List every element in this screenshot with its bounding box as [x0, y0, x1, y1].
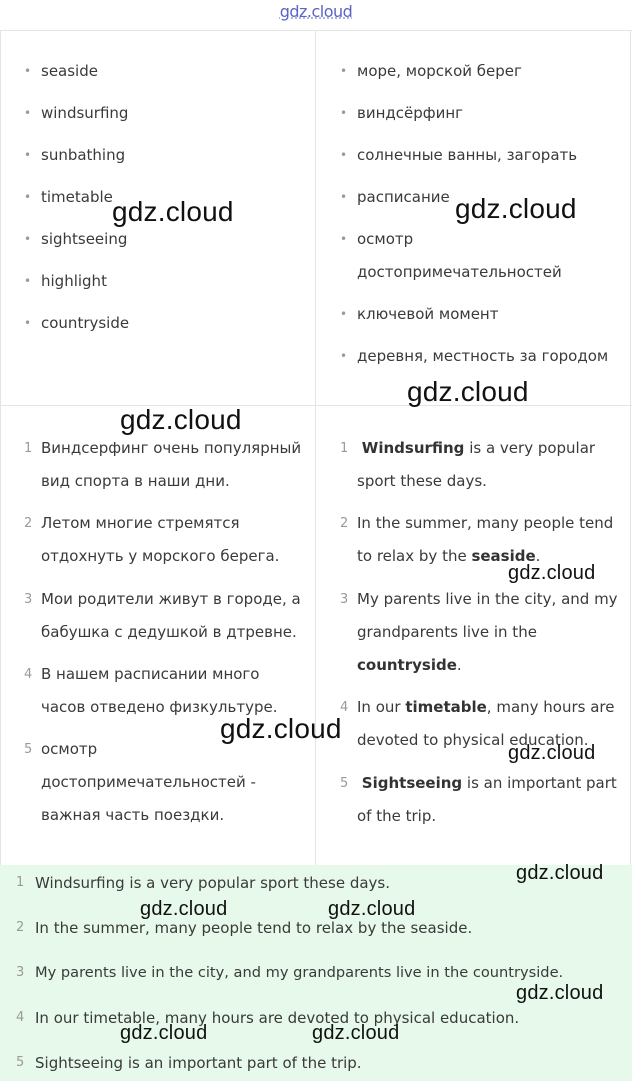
- answer-text: My parents live in the city, and my grandparents live in the countryside.: [35, 964, 564, 981]
- bullet-icon: •: [340, 232, 348, 246]
- russian-sentences-cell: [0, 406, 315, 865]
- answer-number: 5: [16, 1055, 25, 1070]
- bullet-icon: •: [24, 232, 32, 246]
- sentence-fragment: In our: [357, 698, 406, 716]
- sentence-number: 2: [340, 516, 349, 531]
- bullet-icon: •: [340, 190, 348, 204]
- bullet-icon: •: [340, 148, 348, 162]
- vocab-word: timetable: [41, 188, 113, 206]
- sentence-fragment: .: [456, 656, 462, 674]
- bullet-icon: •: [340, 106, 348, 120]
- sentence-text: grandparents live in the: [357, 623, 537, 641]
- sentence-text: [357, 691, 627, 724]
- sentence-text: [357, 649, 627, 682]
- answer-number: 1: [16, 875, 25, 890]
- watermark: gdz.cloud: [140, 898, 228, 920]
- sentence-number: 2: [24, 516, 33, 531]
- sentence-number: 5: [340, 776, 349, 791]
- bullet-icon: •: [24, 190, 32, 204]
- answer-text: In our timetable, many hours are devoted to physical education.: [35, 1009, 520, 1027]
- vocab-translation: расписание: [357, 188, 450, 206]
- answer-text: In the summer, many people tend to relax by the seaside.: [35, 919, 473, 937]
- vocab-word: windsurfing: [41, 104, 129, 122]
- vocab-translation: деревня, местность за городом: [357, 347, 609, 365]
- sentence-text: sport these days.: [357, 472, 487, 490]
- bullet-icon: •: [24, 274, 32, 288]
- sentence-number: 1: [340, 441, 349, 456]
- sentence-fragment: , many hours are: [486, 698, 615, 716]
- sentence-number: 5: [24, 742, 33, 757]
- answer-number: 4: [16, 1010, 25, 1025]
- vocab-word: highlight: [41, 272, 107, 290]
- sentence-text: of the trip.: [357, 807, 437, 825]
- vocab-translation: достопримечательностей: [357, 263, 562, 281]
- watermark: gdz.cloud: [112, 196, 234, 227]
- watermark: gdz.cloud: [516, 982, 604, 1004]
- watermark: gdz.cloud: [407, 376, 529, 407]
- vocab-word: seaside: [41, 62, 98, 80]
- vocab-translation: осмотр: [357, 230, 414, 248]
- english-sentences-cell: [316, 406, 631, 865]
- vocab-word: sightseeing: [41, 230, 128, 248]
- sentence-text: Виндсерфинг очень популярный: [41, 439, 302, 457]
- sentence-text: осмотр: [41, 740, 98, 758]
- sentence-text: вид спорта в наши дни.: [41, 472, 230, 490]
- sentence-text: В нашем расписании много: [41, 665, 260, 683]
- sentence-number: 4: [340, 700, 349, 715]
- watermark: gdz.cloud: [508, 562, 596, 584]
- sentence-text: [357, 767, 627, 800]
- sentence-fragment: to relax by the: [357, 547, 472, 565]
- sentence-text: Летом многие стремятся: [41, 514, 240, 532]
- sentence-fragment: is a very popular: [464, 439, 596, 457]
- bullet-icon: •: [340, 349, 348, 363]
- sentence-number: 3: [24, 592, 33, 607]
- sentence-text: важная часть поездки.: [41, 806, 225, 824]
- answer-text: Windsurfing is a very popular sport these days.: [35, 874, 391, 892]
- sentence-text: Мои родители живут в городе, а: [41, 590, 301, 608]
- bullet-icon: •: [340, 64, 348, 78]
- bullet-icon: •: [24, 316, 32, 330]
- vocab-word: sunbathing: [41, 146, 126, 164]
- vocab-translation: ключевой момент: [357, 305, 499, 323]
- watermark: gdz.cloud: [516, 862, 604, 884]
- bullet-icon: •: [340, 307, 348, 321]
- keyword: timetable: [405, 698, 487, 716]
- watermark: gdz.cloud: [120, 404, 242, 435]
- bullet-icon: •: [24, 64, 32, 78]
- watermark: gdz.cloud: [508, 742, 596, 764]
- bullet-icon: •: [24, 148, 32, 162]
- sentence-text: devoted to physical education.: [357, 731, 589, 749]
- sentence-text: [357, 432, 627, 465]
- watermark: gdz.cloud: [220, 713, 342, 744]
- answer-number: 3: [16, 965, 25, 980]
- sentence-text: In the summer, many people tend: [357, 514, 614, 532]
- site-logo[interactable]: gdz.cloud: [279, 2, 353, 21]
- sentence-number: 3: [340, 592, 349, 607]
- sentence-text: My parents live in the city, and my: [357, 590, 618, 608]
- watermark: gdz.cloud: [328, 898, 416, 920]
- vocab-word: countryside: [41, 314, 130, 332]
- keyword: countryside: [357, 656, 457, 674]
- sentence-fragment: .: [535, 547, 541, 565]
- keyword: Sightseeing: [361, 774, 463, 792]
- sentence-number: 4: [24, 667, 33, 682]
- vocab-translation: виндсёрфинг: [357, 104, 464, 122]
- vocab-translation: море, морской берег: [357, 62, 522, 80]
- keyword: Windsurfing: [361, 439, 465, 457]
- sentence-text: часов отведено физкультуре.: [41, 698, 278, 716]
- answer-text: Sightseeing is an important part of the trip.: [35, 1054, 362, 1072]
- sentence-text: бабушка с дедушкой в дтревне.: [41, 623, 297, 641]
- answer-number: 2: [16, 920, 25, 935]
- bullet-icon: •: [24, 106, 32, 120]
- keyword: seaside: [471, 547, 536, 565]
- sentence-number: 1: [24, 441, 33, 456]
- sentence-text: отдохнуть у морского берега.: [41, 547, 280, 565]
- vocab-translation: солнечные ванны, загорать: [357, 146, 578, 164]
- sentence-text: достопримечательностей -: [41, 773, 256, 791]
- watermark: gdz.cloud: [120, 1022, 208, 1044]
- watermark: gdz.cloud: [312, 1022, 400, 1044]
- sentence-fragment: is an important part: [462, 774, 617, 792]
- answers-panel: [0, 865, 632, 1081]
- watermark: gdz.cloud: [455, 193, 577, 224]
